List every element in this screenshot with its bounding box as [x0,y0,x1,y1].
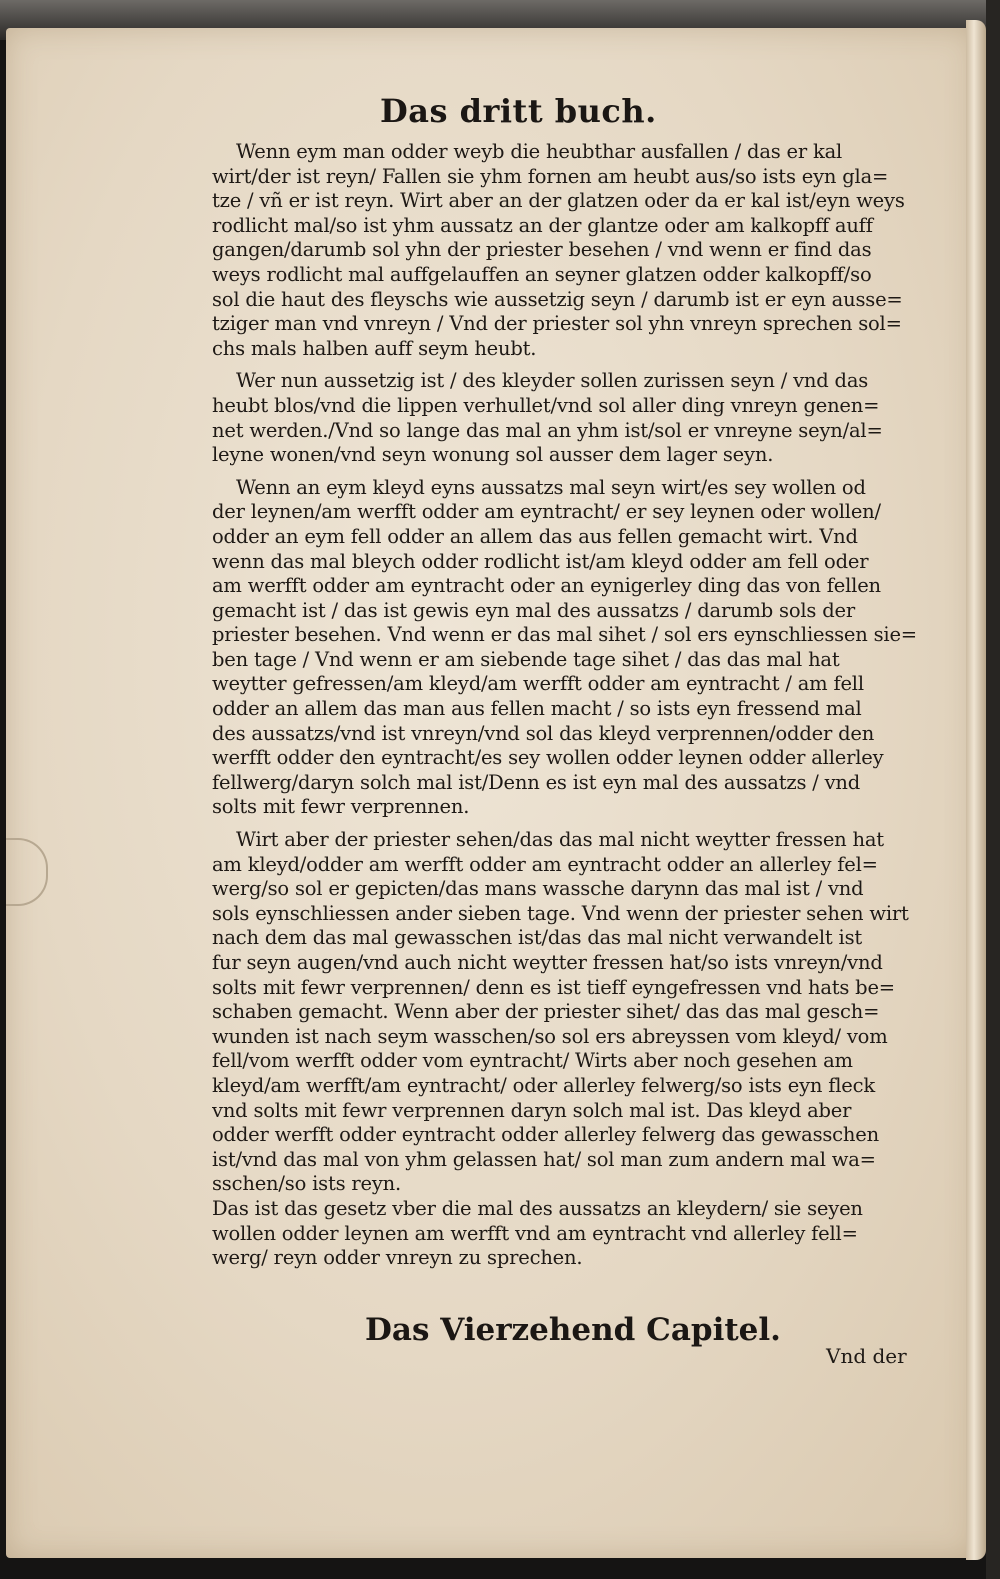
paragraph [212,828,924,1197]
text-line: Wirt aber der priester sehen/das das mal nicht weytter fressen hat [236,828,884,852]
text-line: ben tage / Vnd wenn er am siebende tage sihet / das das mal hat [212,647,840,671]
text-line: odder an eym fell odder an allem das aus fellen gemacht wirt. Vnd [212,524,858,548]
text-line: Wenn eym man odder weyb die heubthar ausfallen / das er kal [236,140,843,163]
paragraph [212,476,924,820]
text-line: fellwerg/daryn solch mal ist/Denn es ist eyn mal des aussatzs / vnd [212,770,861,794]
text-line: net werden./Vnd so lange das mal an yhm ist/sol er vnreyne seyn/al= [212,418,883,442]
text-line: wollen odder leynen am werfft vnd am eyntracht vnd allerley fell= [212,1221,858,1245]
text-line: Wer nun aussetzig ist / des kleyder sollen zurissen seyn / vnd das [236,369,869,393]
text-line: vnd solts mit fewr verprennen daryn solch mal ist. Das kleyd aber [212,1098,852,1122]
text-line: der leynen/am werfft odder am eyntracht/ er sey leynen oder wollen/ [212,500,881,524]
text-line: kleyd/am werfft/am eyntracht/ oder allerley felwerg/so ists eyn fleck [212,1073,875,1097]
text-line: priester besehen. Vnd wenn er das mal sihet / sol ers eynschliessen sie= [212,623,917,647]
text-line: nach dem das mal gewasschen ist/das das mal nicht verwandelt ist [212,926,863,950]
text-line: Das ist das gesetz vber die mal des aussatzs an kleydern/ sie seyen [212,1196,863,1220]
paragraph [212,140,924,361]
text-line: solts mit fewr verprennen. [212,795,470,819]
text-line: werfft odder den eyntracht/es sey wollen odder leynen odder allerley [212,746,884,770]
text-line: gangen/darumb sol yhn der priester besehen / vnd wenn er find das [212,238,872,262]
book-spine-edge [986,0,1000,1579]
text-line: werg/ reyn odder vnreyn zu sprechen. [212,1246,583,1270]
text-line: gemacht ist / das ist gewis eyn mal des aussatzs / darumb sols der [212,598,855,622]
text-line: solts mit fewr verprennen/ denn es ist tieff eyngefressen vnd hats be= [212,975,895,999]
text-line: sschen/so ists reyn. [212,1172,402,1196]
paragraph [212,369,924,467]
text-line: wunden ist nach seym wasschen/so sol ers abreyssen vom kleyd/ vom [212,1024,888,1048]
text-line: wirt/der ist reyn/ Fallen sie yhm fornen am heubt aus/so ists eyn gla= [212,164,889,188]
text-line: wenn das mal bleych odder rodlicht ist/am kleyd odder am fell oder [212,549,869,573]
paragraph [212,1197,924,1271]
text-line: weytter gefressen/am kleyd/am werfft odder am eyntracht / am fell [212,672,864,696]
text-line: odder werfft odder eyntracht odder allerley felwerg das gewasschen [212,1123,879,1147]
text-line: chs mals halben auff seym heubt. [212,336,537,360]
text-line: des aussatzs/vnd ist vnreyn/vnd sol das kleyd verprennen/odder den [212,721,875,745]
text-line: fell/vom werfft odder vom eyntracht/ Wirts aber noch gesehen am [212,1049,853,1073]
text-line: Wenn an eym kleyd eyns aussatzs mal seyn wirt/es sey wollen od [236,475,866,499]
catchword: Vnd der [826,1344,907,1368]
page-right-edge [966,20,986,1560]
running-head: Das dritt buch. [380,92,657,130]
text-line: heubt blos/vnd die lippen verhullet/vnd sol aller ding vnreyn genen= [212,393,880,417]
text-line: sol die haut des fleyschs wie aussetzig seyn / darumb ist er eyn ausse= [212,287,903,311]
text-line: fur seyn augen/vnd auch nicht weytter fressen hat/so ists vnreyn/vnd [212,951,883,974]
text-line: leyne wonen/vnd seyn wonung sol ausser dem lager seyn. [212,443,774,467]
text-line: am werfft odder am eyntracht oder an eynigerley ding das von fellen [212,574,881,598]
main-text-block [212,140,924,1279]
text-line: schaben gemacht. Wenn aber der priester sihet/ das das mal gesch= [212,1000,880,1024]
text-line: weys rodlicht mal auffgelauffen an seyner glatzen odder kalkopff/so [212,262,872,286]
chapter-heading: Das Vierzehend Capitel. [365,1312,781,1348]
text-line: tziger man vnd vnreyn / Vnd der priester sol yhn vnreyn sprechen sol= [212,312,902,336]
text-line: werg/so sol er gepicten/das mans wassche darynn das mal ist / vnd [212,877,864,901]
text-line: tze / vñ er ist reyn. Wirt aber an der glatzen oder da er kal ist/eyn weys [212,189,905,213]
text-line: rodlicht mal/so ist yhm aussatz an der glantze oder am kalkopff auff [212,213,873,237]
text-line: sols eynschliessen ander sieben tage. Vnd wenn der priester sehen wirt [212,901,909,925]
text-line: odder an allem das man aus fellen macht / so ists eyn fressend mal [212,697,862,721]
text-line: ist/vnd das mal von yhm gelassen hat/ sol man zum andern mal wa= [212,1147,876,1171]
text-line: am kleyd/odder am werfft odder am eyntracht odder an allerley fel= [212,852,878,876]
